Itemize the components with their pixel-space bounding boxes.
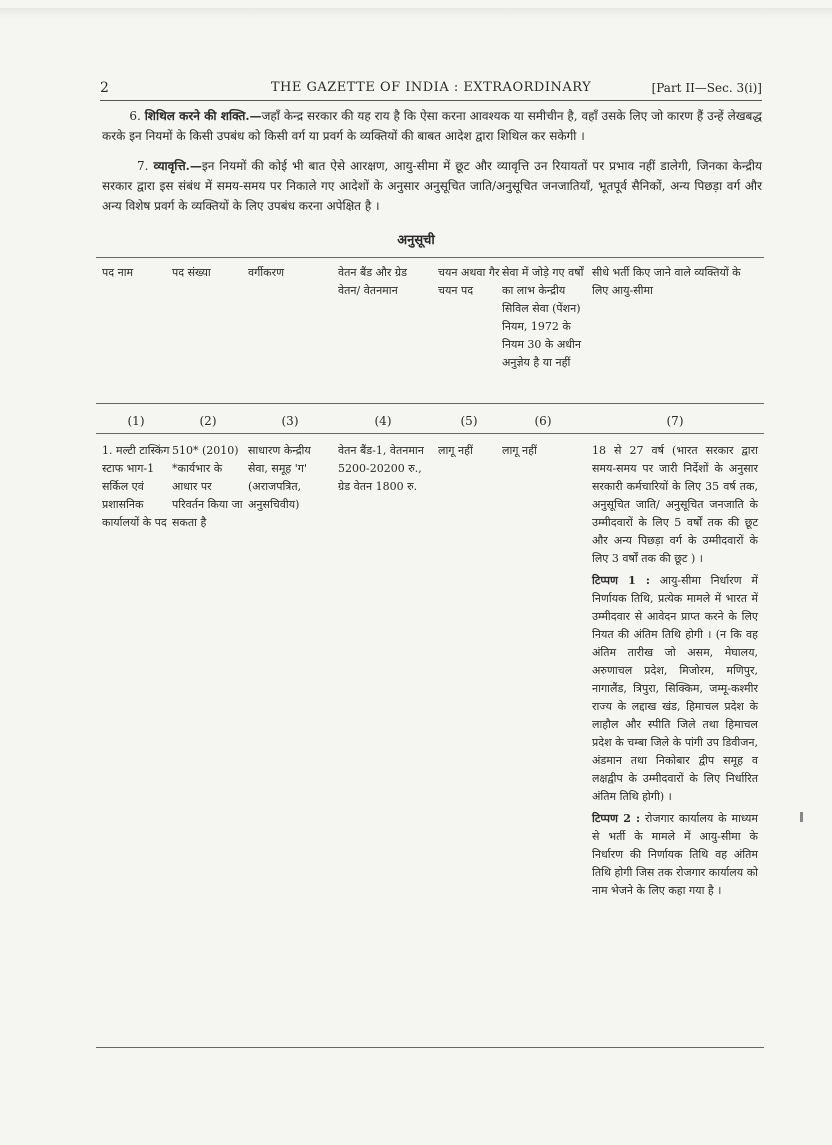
scan-edge	[0, 8, 832, 18]
page-number: 2	[100, 80, 109, 96]
header-selection: चयन अथवा गैर चयन पद	[438, 266, 500, 297]
header-service-benefit: सेवा में जोड़े गए वर्षों का लाभ केन्द्रीय सिविल सेवा (पेंशन) नियम, 1972 के नियम 30 के अधीन अनुज्ञेय है या नहीं	[502, 266, 584, 369]
column-number: (5)	[460, 414, 478, 428]
header-pay: वेतन बैंड और ग्रेड वेतन/ वेतनमान	[338, 266, 407, 297]
header-bottom-rule	[96, 403, 764, 404]
note-2-label: टिप्पण 2 :	[592, 812, 641, 825]
note-1-text: आयु-सीमा निर्धारण में निर्णायक तिथि, प्रत्येक मामले में भारत में उम्मीदवार से आवेदन प्राप्त करने के लिए नियत की अंतिम तिथि होगी । (न कि वह अंतिम तारीख जो असम, मेघालय, अरुणाचल प्रदेश, मिजोरम, मणिपुर, नागालैंड, त्रिपुरा, सिक्किम, जम्मू-कश्मीर राज्य के लद्दाख खंड, हिमाचल प्रदेश के लाहौल और स्पीति जिले तथा हिमाचल प्रदेश के चम्बा जिले के पांगी उप डिवीजन, अंडमान तथा निकोबार द्वीप समूह व लक्षद्वीप के उम्मीदवारों के लिए निर्धारित अंतिम तिथि होगी) ।	[592, 574, 758, 803]
section-7-heading: व्यावृत्ति.—	[153, 159, 202, 173]
section-6-paragraph	[102, 106, 762, 146]
gazette-title: THE GAZETTE OF INDIA : EXTRAORDINARY	[270, 80, 592, 95]
cell-post-name: 1. मल्टी टास्किंग स्टाफ भाग-1 सर्किल एवं प्रशासनिक कार्यालयों के पद	[102, 444, 170, 529]
header-classification: वर्गीकरण	[248, 266, 285, 279]
note-2-text: रोजगार कार्यालय के माध्यम से भर्ती के मामले में आयु-सीमा के निर्धारण की निर्णायक तिथि वह अंतिम तिथि होगी जिस तक रोजगार कार्यालय को नाम भेजने के लिए कहा गया है ।	[592, 812, 759, 897]
note-1-label: टिप्पण 1 :	[592, 574, 650, 587]
scan-mark	[800, 812, 803, 822]
header-post-name: पद नाम	[102, 266, 134, 279]
column-number: (2)	[199, 414, 217, 428]
table-bottom-rule	[96, 1047, 764, 1048]
column-number: (3)	[281, 414, 299, 428]
table-top-rule	[96, 257, 764, 258]
numbers-bottom-rule	[96, 433, 764, 434]
note-1	[592, 572, 758, 806]
section-6-heading: शिथिल करने की शक्ति.—	[144, 109, 262, 123]
cell-post-count: 510* (2010) *कार्यभार के आधार पर परिवर्तन किया जा सकता है	[172, 444, 243, 529]
column-number: (1)	[127, 414, 145, 428]
schedule-title: अनुसूची	[397, 233, 435, 248]
column-number: (4)	[374, 414, 392, 428]
section-7-paragraph	[102, 156, 762, 216]
note-2	[592, 810, 758, 900]
section-6-text: जहाँ केन्द्र सरकार की यह राय है कि ऐसा करना आवश्यक या समीचीन है, वहाँ उसके लिए जो कारण हैं उन्हें लेखबद्ध करके इन नियमों के किसी उपबंध को किसी वर्ग या प्रवर्ग के व्यक्तियों की बाबत आदेश द्वारा शिथिल कर सकेगी ।	[102, 109, 762, 143]
column-number: (7)	[666, 414, 684, 428]
cell-classification: साधारण केन्द्रीय सेवा, समूह 'ग' (अराजपत्रित, अनुसचिवीय)	[248, 444, 311, 511]
column-number: (6)	[534, 414, 552, 428]
part-section: [Part II—Sec. 3(i)]	[651, 81, 762, 95]
header-post-count: पद संख्या	[172, 266, 211, 279]
section-7-number: 7.	[136, 159, 149, 173]
cell-pay: वेतन बैंड-1, वेतनमान 5200-20200 रु., ग्रेड वेतन 1800 रु.	[338, 444, 424, 493]
cell-service-benefit: लागू नहीं	[502, 444, 537, 457]
cell-age-limit	[592, 442, 758, 900]
header-age-limit: सीधे भर्ती किए जाने वाले व्यक्तियों के लिए आयु-सीमा	[592, 266, 741, 297]
cell-selection: लागू नहीं	[438, 444, 473, 457]
section-6-number: 6.	[129, 109, 141, 123]
age-limit-text: 18 से 27 वर्ष (भारत सरकार द्वारा समय-समय पर जारी निर्देशों के अनुसार सरकारी कर्मचारियों के लिए 35 वर्ष तक, अनुसूचित जाति/ अनुसूचित जनजाति के उम्मीदवारों के लिए 5 वर्षों तक की छूट और अन्य पिछड़ा वर्ग के उम्मीदवारों के लिए 3 वर्षों तक की छूट ) ।	[592, 444, 758, 565]
page-header	[100, 78, 762, 101]
section-7-text: इन नियमों की कोई भी बात ऐसे आरक्षण, आयु-सीमा में छूट और व्यावृत्ति उन रियायतों पर प्रभाव नहीं डालेगी, जिनका केन्द्रीय सरकार द्वारा इस संबंध में समय-समय पर निकाले गए आदेशों के अनुसार अनुसूचित जाति/अनुसूचित जनजातियाँ, भूतपूर्व सैनिकों, अन्य पिछड़ा वर्ग और अन्य विशेष प्रवर्ग के व्यक्तियों के लिए उपबंध करना अपेक्षित है ।	[102, 159, 762, 213]
